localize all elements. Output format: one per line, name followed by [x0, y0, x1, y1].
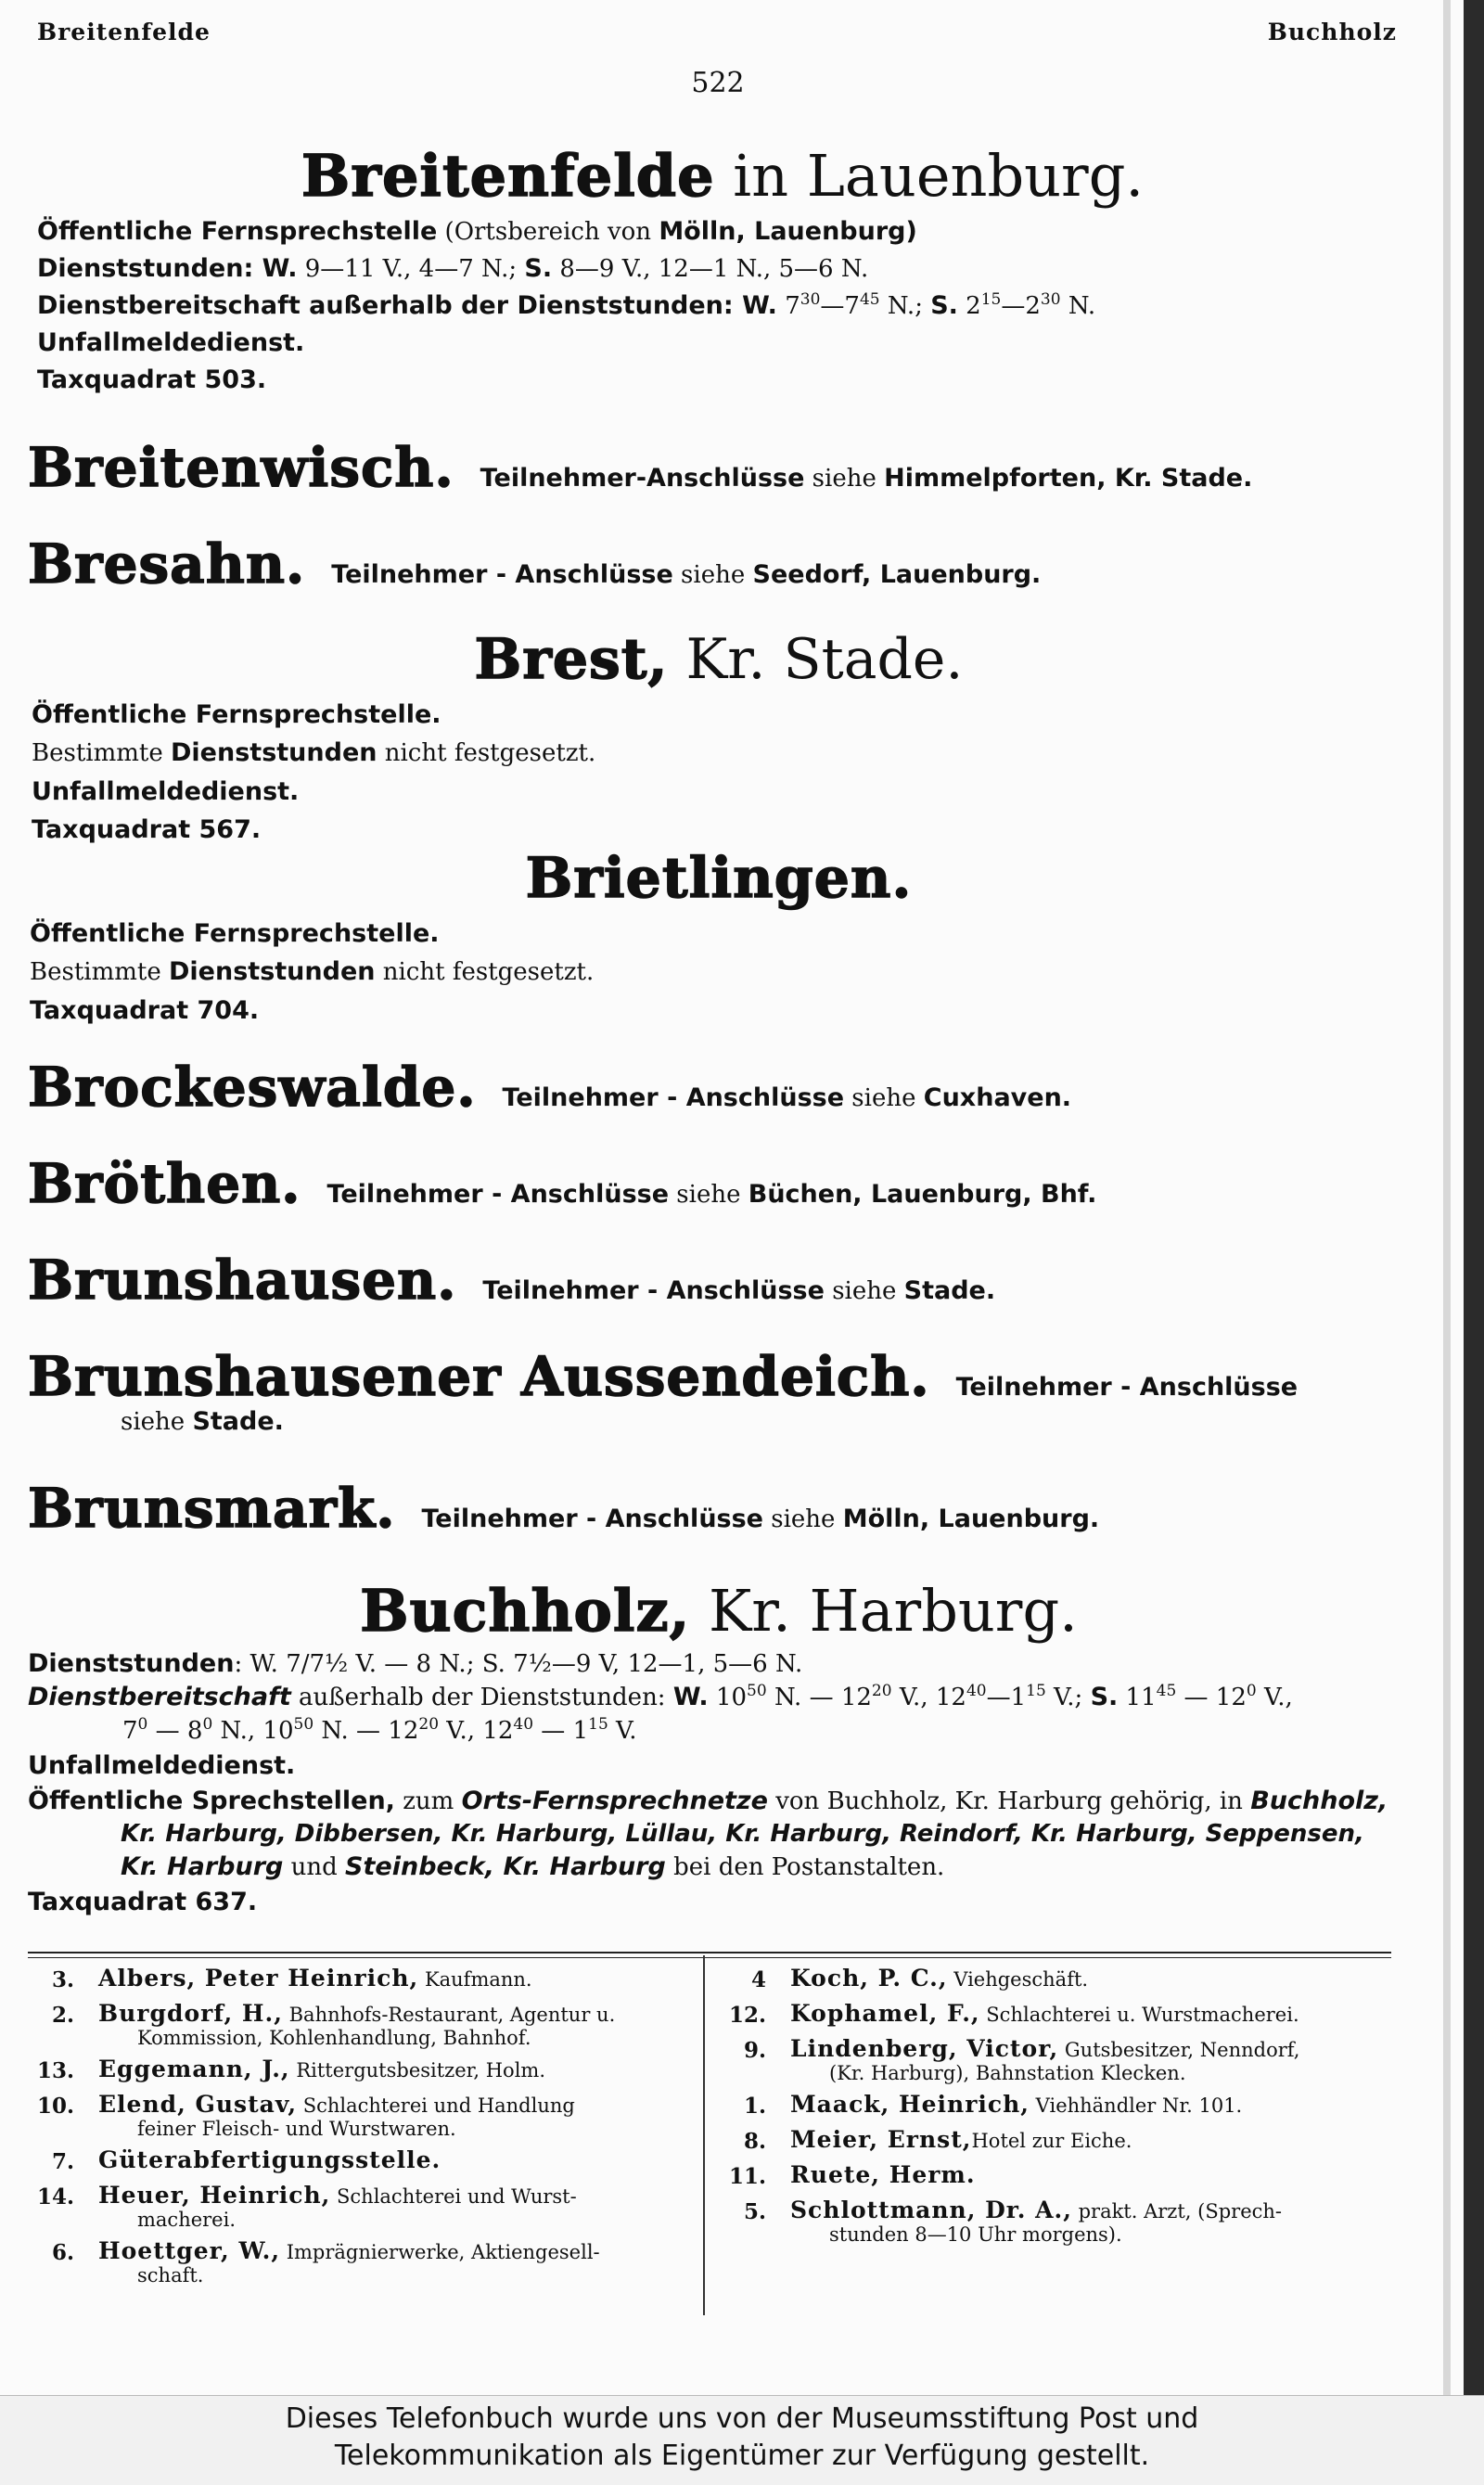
public-stations-line	[28, 1785, 1428, 1818]
tax-square: Taxquadrat 503.	[37, 365, 267, 394]
line-number: 7.	[51, 2149, 74, 2174]
subscriber-row	[718, 2198, 1367, 2246]
line-number: 12.	[728, 2003, 766, 2028]
text: zum	[394, 1787, 462, 1815]
entry-title	[9, 1575, 1428, 1647]
subscriber-name: Burgdorf, H.,	[98, 2000, 283, 2027]
subscriber-name: Ruete, Herm.	[790, 2161, 976, 2188]
hours-line	[30, 953, 1428, 992]
subscriber-entry	[766, 2198, 1367, 2246]
subscriber-entry	[74, 2002, 675, 2049]
entry-bresahn	[28, 532, 1428, 596]
label: S.	[1090, 1683, 1119, 1711]
entry-breitenfelde	[28, 139, 1428, 399]
text: N.	[1060, 292, 1096, 320]
subscriber-entry	[766, 2002, 1367, 2029]
sup: 15	[1026, 1682, 1046, 1700]
sup: 40	[513, 1715, 534, 1734]
place-name: Brunsmark.	[28, 1477, 396, 1540]
place-name: Buchholz,	[360, 1577, 691, 1645]
public-stations-places-end	[121, 1851, 1428, 1884]
text: siehe	[763, 1505, 843, 1533]
subscriber-description: Viehhändler Nr. 101.	[1030, 2094, 1243, 2117]
subscriber-description: Schlachterei und Handlung	[297, 2094, 575, 2117]
subscriber-description: Imprägnierwerke, Aktiengesell-	[280, 2241, 600, 2263]
text: 11	[1118, 1684, 1157, 1711]
line-number: 11.	[728, 2164, 766, 2189]
label: Teilnehmer - Anschlüsse	[421, 1505, 763, 1533]
entry-line	[28, 1056, 1428, 1119]
reference: Mölln, Lauenburg.	[842, 1505, 1100, 1533]
subscriber-name: Heuer, Heinrich,	[98, 2182, 331, 2209]
entry-brietlingen	[28, 842, 1428, 1030]
label: Dienststunden	[28, 1649, 235, 1678]
sup: 30	[800, 290, 821, 309]
label: Dienstbereitschaft außerhalb der Dienststunden: W.	[37, 291, 777, 320]
text: V., 12	[439, 1717, 514, 1745]
line-number: 10.	[36, 2094, 74, 2119]
entry-brunsmark	[28, 1477, 1428, 1540]
subscriber-name: Koch, P. C.,	[790, 1965, 948, 1992]
hours-line	[37, 250, 1428, 288]
table-rule-top	[28, 1952, 1391, 1953]
standby-line-cont	[122, 1714, 1428, 1748]
subscriber-description: Bahnhofs-Restaurant, Agentur u.	[282, 2004, 616, 2026]
entry-line	[28, 1152, 1428, 1215]
district-name: Kr. Stade.	[668, 627, 964, 692]
text: von Buchholz, Kr. Harburg gehörig, in	[767, 1787, 1251, 1815]
public-stations-places: Kr. Harburg, Dibbersen, Kr. Harburg, Lüllau, Kr. Harburg, Reindorf, Kr. Harburg, Seppensen,	[121, 1820, 1364, 1848]
subscriber-entry	[766, 2093, 1367, 2120]
label: Öffentliche Sprechstellen,	[28, 1787, 395, 1815]
entry-title	[9, 842, 1428, 915]
page-gutter	[1443, 0, 1451, 2395]
standby-line	[37, 288, 1428, 325]
text: Bestimmte	[30, 958, 170, 986]
tax-square: Taxquadrat 637.	[28, 1888, 258, 1916]
sup: 0	[1246, 1682, 1257, 1700]
hours-line	[28, 1647, 1428, 1681]
subscriber-entry	[74, 2184, 675, 2231]
text: —7	[820, 292, 860, 320]
subscriber-description-cont: macherei.	[137, 2209, 237, 2231]
text: siehe	[669, 1181, 748, 1209]
text: nicht festgesetzt.	[375, 958, 595, 986]
subscriber-row	[26, 2239, 675, 2286]
subscriber-name: Lindenberg, Victor,	[790, 2035, 1059, 2062]
subscriber-list-left	[26, 1966, 675, 2295]
district-name: in Lauenburg.	[714, 142, 1145, 210]
info-line	[37, 213, 1428, 250]
text: N. — 12	[766, 1684, 872, 1711]
subscriber-description-cont: feiner Fleisch- und Wurstwaren.	[137, 2118, 456, 2140]
footer-notice	[0, 2395, 1484, 2485]
label: Dienststunden	[169, 957, 376, 986]
subscriber-name: Meier, Ernst,	[790, 2126, 972, 2153]
subscriber-description-cont: schaft.	[137, 2264, 204, 2286]
subscriber-row	[718, 2128, 1367, 2155]
line-number: 13.	[36, 2058, 74, 2083]
subscriber-entry	[766, 2128, 1367, 2155]
text: siehe	[121, 1408, 193, 1436]
place-name: Brockeswalde.	[28, 1056, 477, 1119]
place-name: Bresahn.	[28, 532, 306, 596]
label: Dienstbereitschaft	[28, 1683, 291, 1711]
place-name: Breitenfelde	[301, 142, 715, 210]
text: und	[283, 1853, 346, 1881]
text: 7	[776, 292, 800, 320]
subscriber-name: Güterabfertigungsstelle.	[98, 2146, 441, 2173]
subscriber-description-cont: stunden 8—10 Uhr morgens).	[829, 2223, 1122, 2246]
sup: 30	[1040, 290, 1061, 309]
subscriber-name: Maack, Heinrich,	[790, 2091, 1030, 2118]
text: —2	[1001, 292, 1041, 320]
column-divider	[703, 1955, 705, 2315]
entry-line	[28, 1249, 1428, 1312]
label: Teilnehmer-Anschlüsse	[480, 464, 805, 493]
accident-service: Unfallmeldedienst.	[37, 328, 305, 357]
reference: Büchen, Lauenburg, Bhf.	[748, 1180, 1097, 1209]
subscriber-entry	[74, 2093, 675, 2140]
subscriber-description: Gutsbesitzer, Nenndorf,	[1058, 2039, 1300, 2061]
line-number: 9.	[743, 2038, 766, 2063]
text: V.;	[1045, 1684, 1091, 1711]
subscriber-description: Schlachterei u. Wurstmacherei.	[979, 2004, 1299, 2026]
entry-brockeswalde	[28, 1056, 1428, 1119]
sup: 50	[293, 1715, 314, 1734]
accident-service: Unfallmeldedienst.	[32, 777, 300, 806]
subscriber-description-cont: Kommission, Kohlenhandlung, Bahnhof.	[137, 2027, 531, 2049]
line-number: 4	[750, 1967, 766, 1992]
district-name: Kr. Harburg.	[690, 1577, 1078, 1645]
place-name: Brunshausen.	[28, 1249, 457, 1312]
text: V.,	[1256, 1684, 1293, 1711]
subscriber-row	[26, 2148, 675, 2175]
subscriber-name: Schlottmann, Dr. A.,	[790, 2197, 1072, 2223]
text: — 8	[147, 1717, 203, 1745]
line-number: 6.	[51, 2240, 74, 2265]
text: 8—9 V., 12—1 N., 5—6 N.	[552, 255, 869, 283]
subscriber-description-cont: (Kr. Harburg), Bahnstation Klecken.	[829, 2062, 1186, 2084]
text: außerhalb der Dienststunden:	[290, 1684, 673, 1711]
text: 7	[122, 1717, 138, 1745]
text: Steinbeck, Kr. Harburg	[345, 1852, 666, 1881]
sup: 40	[966, 1682, 987, 1700]
text: V.	[608, 1717, 637, 1745]
text: 9—11 V., 4—7 N.;	[297, 255, 525, 283]
text: (Ortsbereich von	[437, 218, 659, 246]
label: Teilnehmer - Anschlüsse	[502, 1083, 845, 1112]
hours-line	[32, 734, 1428, 773]
subscriber-entry	[74, 2239, 675, 2286]
scan-border	[1464, 0, 1484, 2395]
subscriber-entry	[766, 1966, 1367, 1993]
line-number: 8.	[743, 2129, 766, 2154]
sup: 0	[137, 1715, 148, 1734]
standby-line	[28, 1681, 1428, 1714]
reference: Stade.	[192, 1407, 284, 1436]
subscriber-name: Kophamel, F.,	[790, 2000, 980, 2027]
label: Teilnehmer - Anschlüsse	[955, 1373, 1298, 1402]
entry-line	[28, 1477, 1428, 1540]
running-head-right: Buchholz	[1267, 19, 1397, 45]
label: S.	[930, 291, 958, 320]
text: nicht festgesetzt.	[377, 739, 596, 767]
sup: 20	[871, 1682, 892, 1700]
text: siehe	[824, 1277, 904, 1305]
info-line: Öffentliche Fernsprechstelle.	[30, 919, 440, 948]
place-name: Brest,	[474, 627, 669, 692]
subscriber-entry	[74, 2057, 675, 2084]
subscriber-description: Viehgeschäft.	[947, 1968, 1089, 1991]
entry-line	[28, 1345, 1428, 1408]
tax-square: Taxquadrat 567.	[32, 815, 262, 844]
sup: 50	[747, 1682, 767, 1700]
subscriber-row	[718, 1966, 1367, 1993]
entry-buchholz	[28, 1575, 1428, 1921]
subscriber-row	[718, 2163, 1367, 2190]
entry-title	[9, 623, 1428, 696]
text: V., 12	[891, 1684, 966, 1711]
subscriber-description: Kaufmann.	[418, 1968, 532, 1991]
label: Dienststunden: W.	[37, 254, 298, 283]
subscriber-list-right	[718, 1966, 1367, 2254]
entry-broethen	[28, 1152, 1428, 1215]
place-name: Breitenwisch.	[28, 436, 454, 499]
line-number: 2.	[51, 2003, 74, 2028]
line-number: 5.	[743, 2199, 766, 2224]
text: : W. 7/7½ V. — 8 N.; S. 7½—9 V, 12—1, 5—6 N.	[234, 1650, 803, 1678]
subscriber-name: Hoettger, W.,	[98, 2237, 281, 2264]
subscriber-name: Eggemann, J.,	[98, 2056, 290, 2082]
subscriber-row	[718, 2093, 1367, 2120]
text: Buchholz,	[1250, 1787, 1388, 1815]
subscriber-entry	[766, 2163, 1367, 2190]
reference: Cuxhaven.	[923, 1083, 1072, 1112]
entry-continuation	[121, 1403, 1428, 1441]
place-name: Bröthen.	[28, 1152, 301, 1215]
subscriber-description: Hotel zur Eiche.	[971, 2130, 1132, 2152]
table-rule-top-thin	[28, 1957, 1391, 1958]
place-name: Brietlingen.	[525, 846, 913, 911]
text: Mölln, Lauenburg)	[659, 217, 917, 246]
running-head-left: Breitenfelde	[37, 19, 211, 45]
entry-line	[28, 532, 1428, 596]
text: 10	[708, 1684, 748, 1711]
sup: 45	[1156, 1682, 1177, 1700]
label: Teilnehmer - Anschlüsse	[331, 560, 673, 589]
subscriber-row	[26, 1966, 675, 1993]
sup: 15	[588, 1715, 608, 1734]
subscriber-entry	[766, 2037, 1367, 2084]
entry-brest	[28, 623, 1428, 849]
subscriber-name: Elend, Gustav,	[98, 2091, 298, 2118]
entry-breitenwisch	[28, 436, 1428, 499]
sup: 15	[980, 290, 1002, 309]
subscriber-name: Albers, Peter Heinrich,	[98, 1965, 419, 1992]
text: siehe	[672, 561, 753, 589]
entry-line	[28, 436, 1428, 499]
text: Bestimmte	[32, 739, 172, 767]
accident-service: Unfallmeldedienst.	[28, 1751, 296, 1780]
subscriber-row	[26, 2002, 675, 2049]
text: — 12	[1176, 1684, 1247, 1711]
entry-brunshausener-aussendeich	[28, 1345, 1428, 1441]
text: siehe	[844, 1084, 924, 1112]
label: Teilnehmer - Anschlüsse	[326, 1180, 670, 1209]
footer-line-1: Dieses Telefonbuch wurde uns von der Museumsstiftung Post und	[285, 2402, 1199, 2435]
label: W.	[672, 1683, 709, 1711]
line-number: 1.	[743, 2094, 766, 2119]
label: Öffentliche Fernsprechstelle	[37, 217, 438, 246]
reference: Stade.	[903, 1276, 996, 1305]
label: Teilnehmer - Anschlüsse	[482, 1276, 825, 1305]
line-number: 3.	[51, 1967, 74, 1992]
label: S.	[524, 254, 553, 283]
sup: 0	[202, 1715, 213, 1734]
subscriber-entry	[74, 2148, 675, 2175]
text: Kr. Harburg	[121, 1852, 284, 1881]
text: —1	[986, 1684, 1027, 1711]
subscriber-row	[26, 2184, 675, 2231]
subscriber-description: Schlachterei und Wurst-	[330, 2185, 577, 2208]
tax-square: Taxquadrat 704.	[30, 996, 260, 1025]
label: Dienststunden	[171, 738, 377, 767]
text: N., 10	[212, 1717, 294, 1745]
reference: Himmelpforten, Kr. Stade.	[884, 464, 1253, 493]
text: bei den Postanstalten.	[665, 1853, 945, 1881]
subscriber-row	[718, 2037, 1367, 2084]
entry-brunshausen	[28, 1249, 1428, 1312]
sup: 45	[859, 290, 880, 309]
info-line: Öffentliche Fernsprechstelle.	[32, 700, 441, 729]
sup: 20	[418, 1715, 440, 1734]
place-name: Brunshausener Aussendeich.	[28, 1345, 930, 1408]
text: 2	[957, 292, 981, 320]
subscriber-row	[718, 2002, 1367, 2029]
text: N. — 12	[313, 1717, 419, 1745]
footer-line-2: Telekommunikation als Eigentümer zur Verfügung gestellt.	[334, 2440, 1150, 2472]
line-number: 14.	[36, 2184, 74, 2210]
subscriber-description: prakt. Arzt, (Sprech-	[1071, 2200, 1283, 2222]
subscriber-description: Rittergutsbesitzer, Holm.	[289, 2059, 546, 2082]
text: Orts-Fernsprechnetze	[461, 1787, 768, 1815]
text: N.;	[879, 292, 931, 320]
subscriber-row	[26, 2093, 675, 2140]
reference: Seedorf, Lauenburg.	[752, 560, 1042, 589]
subscriber-row	[26, 2057, 675, 2084]
text: — 1	[533, 1717, 589, 1745]
page-number: 522	[691, 67, 745, 99]
text: siehe	[804, 465, 885, 493]
entry-title	[17, 139, 1428, 213]
subscriber-entry	[74, 1966, 675, 1993]
